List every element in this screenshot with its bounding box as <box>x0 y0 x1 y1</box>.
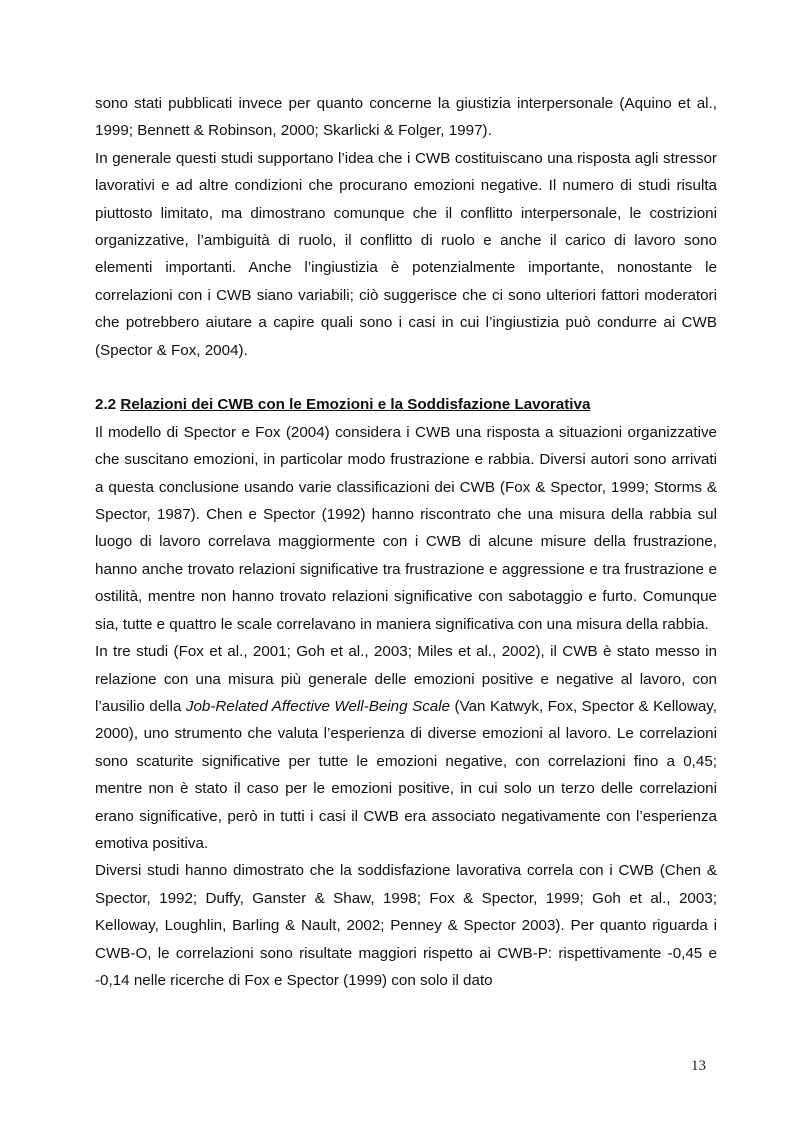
section-title: Relazioni dei CWB con le Emozioni e la Soddisfazione Lavorativa <box>120 396 591 414</box>
section-number: 2.2 <box>95 396 117 414</box>
paragraph-text: In tre studi (Fox et al., 2001; Goh et al., 2003; Miles et al., 2002), il CWB è stato messo in relazione con una misura più generale delle emozioni positive e negative al lavoro, con l’ausilio della <box>95 643 717 715</box>
section-heading <box>95 391 717 418</box>
paragraph: Diversi studi hanno dimostrato che la soddisfazione lavorativa correla con i CWB (Chen & Spector, 1992; Duffy, Ganster & Shaw, 1998; Fox & Spector, 1999; Goh et al., 2003; Kelloway, Loughlin, Barling & Nault, 2002; Penney & Spector 2003). Per quanto riguarda i CWB-O, le correlazioni sono risultate maggiori rispetto ai CWB-P: rispettivamente -0,45 e -0,14 nelle ricerche di Fox e Spector (1999) con solo il dato <box>95 862 717 989</box>
scale-name-italic: Job-Related Affective Well-Being Scale <box>185 697 451 715</box>
paragraph: Il modello di Spector e Fox (2004) considera i CWB una risposta a situazioni organizzative che suscitano emozioni, in particolar modo frustrazione e rabbia. Diversi autori sono arrivati a questa conclusione usando varie classificazioni dei CWB (Fox & Spector, 1999; Storms & Spector, 1987). Chen e Spector (1992) hanno riscontrato che una misura della rabbia sul luogo di lavoro correlava maggiormente con i CWB di alcune misure della frustrazione, hanno anche trovato relazioni significative tra frustrazione e aggressione e tra frustrazione e ostilità, mentre non hanno trovato relazioni significative con sabotaggio e furto. Comunque sia, tutte e quattro le scale correlavano in maniera significativa con una misura della rabbia. <box>95 423 717 633</box>
page-body <box>95 90 717 994</box>
page-number: 13 <box>691 1058 706 1074</box>
paragraph-text: (Van Katwyk, Fox, Spector & Kelloway, 2000), uno strumento che valuta l’esperienza di diverse emozioni al lavoro. Le correlazioni sono scaturite significative per tutte le emozioni negative, con correlazioni fino a 0,45; mentre non è stato il caso per le emozioni positive, in cui solo un terzo delle correlazioni erano significative, però in tutti i casi il CWB era associato negativamente con l’esperienza emotiva positiva. <box>95 697 717 852</box>
paragraph <box>95 638 717 857</box>
paragraph: In generale questi studi supportano l’idea che i CWB costituiscano una risposta agli stressor lavorativi e ad altre condizioni che procurano emozioni negative. Il numero di studi risulta piuttosto limitato, ma dimostrano comunque che il conflitto interpersonale, le costrizioni organizzative, l’ambiguità di ruolo, il conflitto di ruolo e anche il carico di lavoro sono elementi importanti. Anche l’ingiustizia è potenzialmente importante, nonostante le correlazioni con i CWB siano variabili; ciò suggerisce che ci sono ulteriori fattori moderatori che potrebbero aiutare a capire quali sono i casi in cui l’ingiustizia può condurre ai CWB (Spector & Fox, 2004). <box>95 149 717 359</box>
paragraph: sono stati pubblicati invece per quanto concerne la giustizia interpersonale (Aquino et al., 1999; Bennett & Robinson, 2000; Skarlicki & Folger, 1997). <box>95 95 717 140</box>
